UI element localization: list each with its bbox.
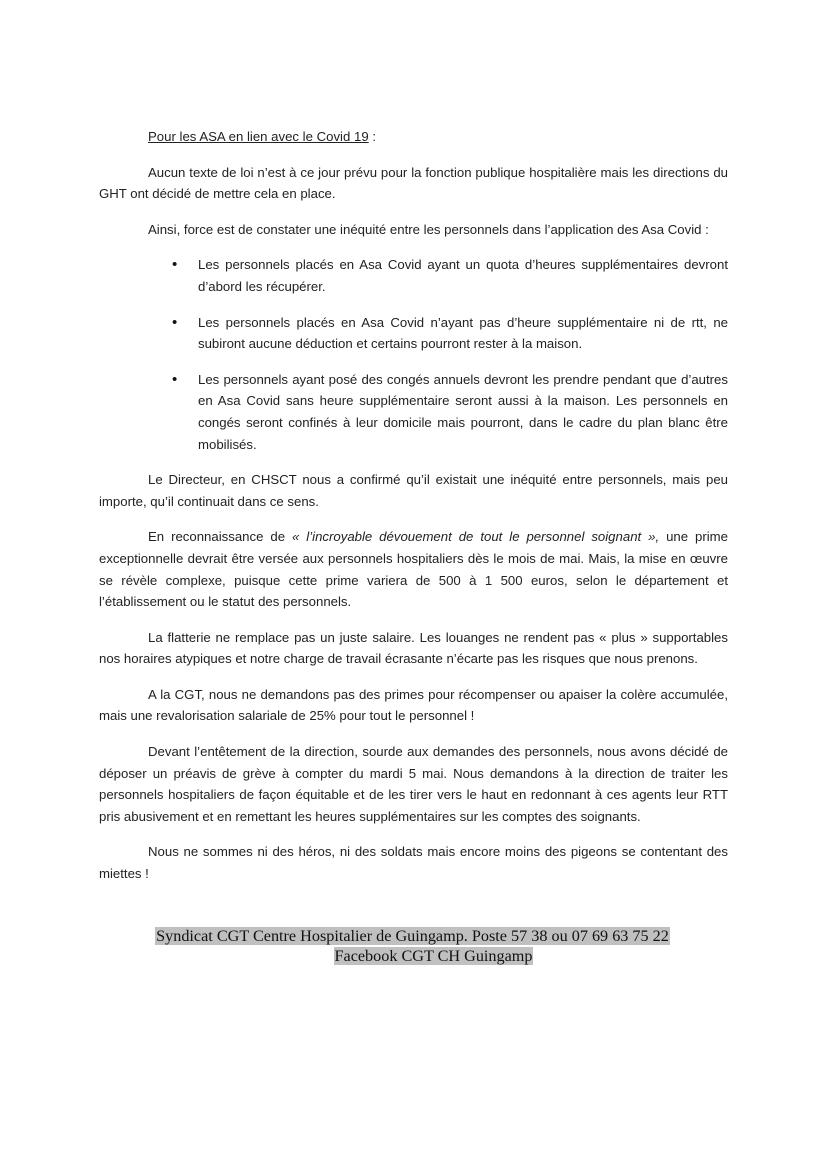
document-body [99,126,728,899]
paragraph-5: La flatterie ne remplace pas un juste salaire. Les louanges ne rendent pas « plus » supportables nos horaires atypiques et notre charge de travail écrasante n’écarte pas les risques que nous prenons. [99,629,728,667]
footer-union-contact: Syndicat CGT Centre Hospitalier de Guingamp. Poste 57 38 ou 07 69 63 75 22 [156,927,669,945]
paragraph-7: Devant l’entêtement de la direction, sourde aux demandes des personnels, nous avons décidé de déposer un préavis de grève à compter du mardi 5 mai. Nous demandons à la direction de traiter les personnels hospitaliers de façon équitable et de les tirer vers le haut en redonnant à ces agents leur RTT pris abusivement et en remettant les heures supplémentaires sur les comptes des soignants. [99,744,728,824]
section-heading-suffix: : [368,129,376,144]
paragraph-4-rest: une prime exceptionnelle devrait être versée aux personnels hospitaliers dès le mois de mai. Mais, la mise en œuvre se révèle complexe, puisque cette prime variera de 500 à 1 500 euros, selon le département et l’établissement ou le statut des personnels. [99,529,729,610]
bullet-item-3 [99,369,728,455]
bullet-icon: • [172,313,178,331]
bullet-icon: • [172,256,178,274]
paragraph-8: Nous ne sommes ni des héros, ni des soldats mais encore moins des pigeons se contentant des miettes ! [99,844,728,882]
footer-facebook: Facebook CGT CH Guingamp [334,947,533,965]
footer-signature [0,926,826,966]
section-heading-underlined: Pour les ASA en lien avec le Covid 19 [148,129,369,144]
paragraph-1: Aucun texte de loi n’est à ce jour prévu pour la fonction publique hospitalière mais les directions du GHT ont décidé de mettre cela en place. [99,164,728,202]
bullet-item-1 [99,254,728,297]
bullet-item-text: Les personnels placés en Asa Covid n’ayant pas d’heure supplémentaire ni de rtt, ne subiront aucune déduction et certains pourront rester à la maison. [198,314,728,352]
paragraph-4 [99,526,728,612]
paragraph-6: A la CGT, nous ne demandons pas des primes pour récompenser ou apaiser la colère accumulée, mais une revalorisation salariale de 25% pour tout le personnel ! [99,686,728,724]
bullet-item-2 [99,312,728,355]
paragraph-3: Le Directeur, en CHSCT nous a confirmé qu’il existait une inéquité entre personnels, mais peu importe, qu’il continuait dans ce sens. [99,472,728,509]
paragraph-4-quote: « l’incroyable dévouement de tout le personnel soignant », [292,529,660,545]
bullet-item-text: Les personnels placés en Asa Covid ayant un quota d’heures supplémentaires devront d’abord les récupérer. [198,257,728,294]
paragraph-2: Ainsi, force est de constater une inéquité entre les personnels dans l’application des Asa Covid : [148,221,709,237]
bullet-item-text: Les personnels ayant posé des congés annuels devront les prendre pendant que d’autres en Asa Covid sans heure supplémentaire seront aussi à la maison. Les personnels en congés seront confinés à leur domicile mais pourront, dans le cadre du plan blanc être mobilisés. [198,371,728,452]
bullet-icon: • [172,370,178,388]
section-heading [99,126,728,148]
paragraph-4-intro: En reconnaissance de [148,529,292,545]
bullet-list [99,254,728,455]
